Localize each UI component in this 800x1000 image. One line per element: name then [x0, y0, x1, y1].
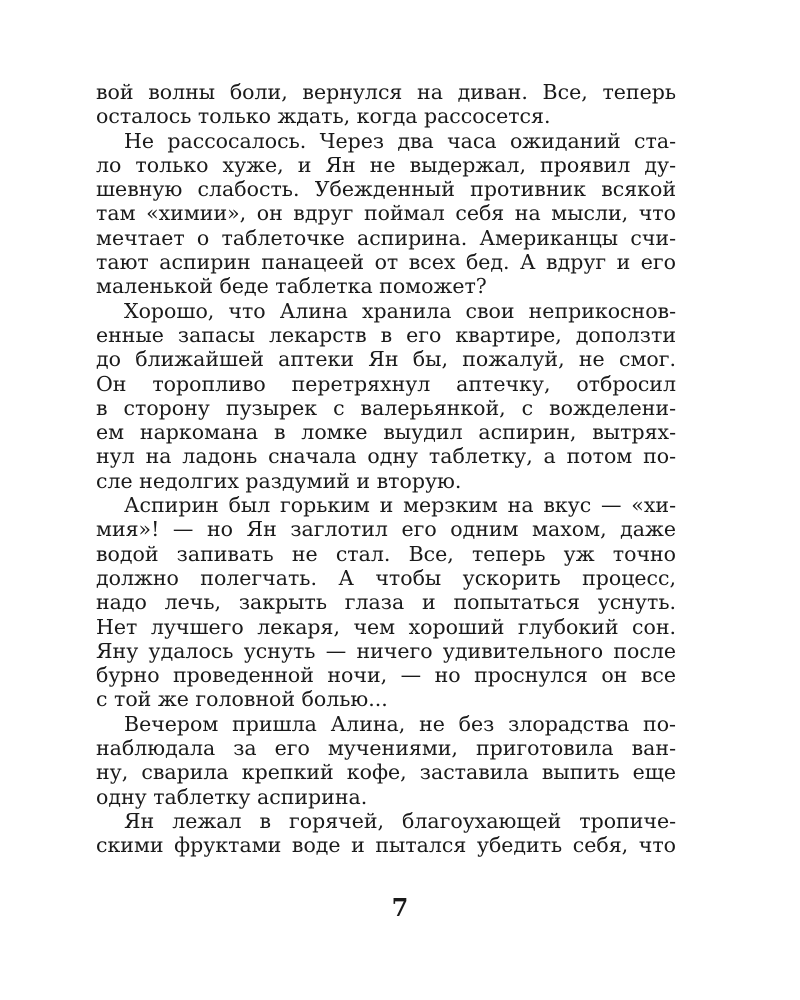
- text-line: одну таблетку аспирина.: [96, 784, 368, 809]
- text-line: с той же головной болью...: [96, 687, 388, 712]
- text-line: Нет лучшего лекаря, чем хороший глубокий сон.: [96, 614, 676, 639]
- text-line: должно полегчать. А чтобы ускорить процесс,: [96, 565, 676, 590]
- text-line: Аспирин был горьким и мерзким на вкус — «хи-: [124, 493, 676, 518]
- text-line: скими фруктами воде и пытался убедить себя, что: [96, 833, 676, 858]
- text-line: надо лечь, закрыть глаза и попытаться уснуть.: [96, 590, 676, 615]
- text-line: шевную слабость. Убежденный противник всякой: [96, 177, 676, 202]
- text-line: вой волны боли, вернулся на диван. Все, теперь: [96, 80, 676, 104]
- text-line: Яну удалось уснуть — ничего удивительного после: [96, 638, 676, 663]
- text-line: енные запасы лекарств в его квартире, доползти: [96, 322, 676, 347]
- text-line: мия»! — но Ян заглотил его одним махом, даже: [96, 517, 676, 542]
- text-line: маленькой беде таблетка поможет?: [96, 274, 487, 299]
- text-line: наблюдала за его мучениями, приготовила ван-: [96, 736, 676, 761]
- text-line: мечтает о таблеточке аспирина. Американцы счи-: [96, 225, 676, 250]
- text-line: Ян лежал в горячей, благоухающей тропиче-: [124, 808, 676, 833]
- text-line: нул на ладонь сначала одну таблетку, а потом по-: [96, 444, 676, 469]
- page-number: 7: [391, 893, 409, 922]
- text-line: Вечером пришла Алина, не без злорадства по-: [124, 711, 676, 736]
- text-line: осталось только ждать, когда рассосется.: [96, 104, 551, 129]
- text-line: ло только хуже, и Ян не выдержал, проявил ду-: [96, 152, 676, 177]
- text-line: Хорошо, что Алина хранила свои неприкоснов-: [124, 298, 676, 323]
- text-line: водой запивать не стал. Все, теперь уж точно: [96, 541, 676, 566]
- body-text: [96, 80, 676, 858]
- text-line: до ближайшей аптеки Ян бы, пожалуй, не смог.: [96, 347, 676, 372]
- text-line: ну, сварила крепкий кофе, заставила выпить еще: [96, 760, 676, 785]
- text-line: Не рассосалось. Через два часа ожиданий ста-: [124, 128, 676, 153]
- text-line: сле недолгих раздумий и вторую.: [96, 468, 462, 493]
- text-line: Он торопливо перетряхнул аптечку, отбросил: [96, 371, 676, 396]
- text-line: там «химии», он вдруг поймал себя на мысли, что: [96, 201, 676, 226]
- text-line: в сторону пузырек с валерьянкой, с вожделени-: [96, 395, 676, 420]
- text-line: тают аспирин панацеей от всех бед. А вдруг и его: [96, 250, 676, 275]
- text-line: ем наркомана в ломке выудил аспирин, вытрях-: [96, 420, 676, 445]
- text-line: бурно проведенной ночи, — но проснулся он все: [96, 663, 676, 688]
